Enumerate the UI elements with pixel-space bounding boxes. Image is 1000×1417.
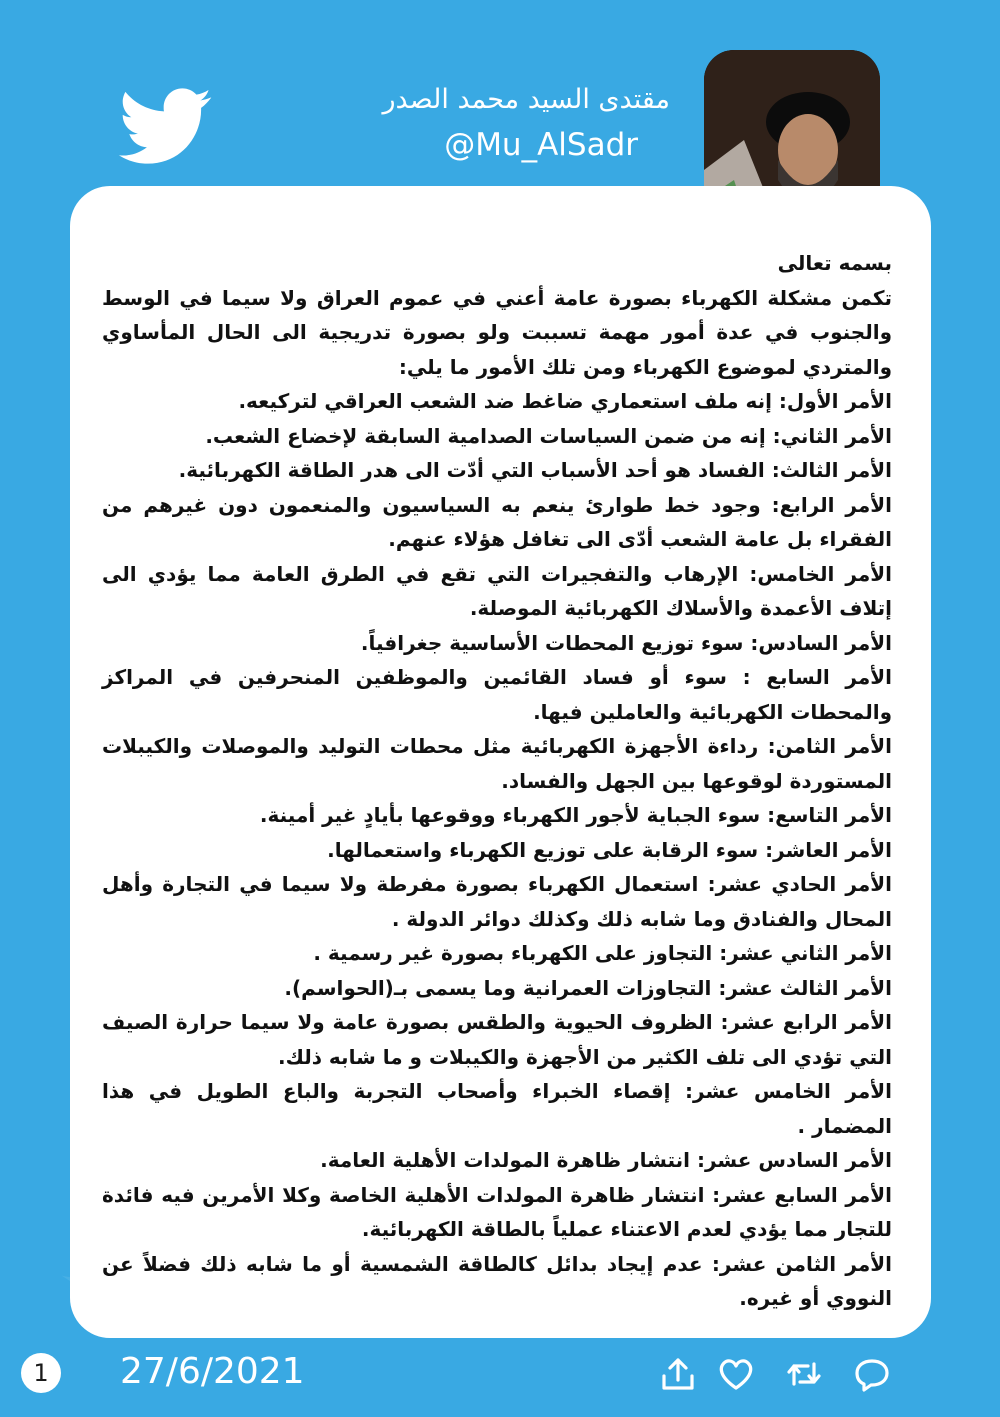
tweet-line: الأمر الرابع عشر: الظروف الحيوية والطقس بصورة عامة ولا سيما حرارة الصيف التي تؤدي الى تلف الكثير من الأجهزة والكيبلات و ما شابه ذلك. bbox=[102, 1010, 892, 1069]
page-number-badge: 1 bbox=[21, 1353, 61, 1393]
author-name[interactable]: مقتدى السيد محمد الصدر bbox=[382, 84, 670, 115]
heart-icon[interactable] bbox=[716, 1354, 756, 1394]
tweet-line: الأمر العاشر: سوء الرقابة على توزيع الكهرباء واستعمالها. bbox=[327, 837, 892, 862]
tweet-body bbox=[102, 246, 892, 1316]
tweet-line: الأمر السابع عشر: انتشار ظاهرة المولدات الأهلية الخاصة وكلا الأمرين فيه فائدة للتجار مما يؤدي لعدم الاعتناء عملياً بالطاقة الكهربائية. bbox=[102, 1182, 892, 1241]
tweet-line: الأمر الخامس عشر: إقصاء الخبراء وأصحاب التجربة والباع الطويل في هذا المضمار . bbox=[102, 1079, 892, 1138]
share-icon[interactable] bbox=[658, 1354, 698, 1394]
retweet-icon[interactable] bbox=[784, 1354, 824, 1394]
tweet-line: الأمر الأول: إنه ملف استعماري ضاغط ضد الشعب العراقي لتركيعه. bbox=[238, 389, 892, 413]
tweet-line: الأمر الثامن: رداءة الأجهزة الكهربائية مثل محطات التوليد والموصلات والكيبلات المستوردة لوقوعها بين الجهل والفساد. bbox=[102, 734, 892, 793]
author-handle[interactable]: @Mu_AlSadr bbox=[444, 127, 638, 163]
tweet-date: 27/6/2021 bbox=[120, 1351, 305, 1392]
tweet-line: الأمر السابع : سوء أو فساد القائمين والموظفين المنحرفين في المراكز والمحطات الكهربائية والعاملين فيها. bbox=[102, 665, 892, 724]
tweet-line: الأمر الثاني عشر: التجاوز على الكهرباء بصورة غير رسمية . bbox=[313, 941, 892, 965]
tweet-line: تكمن مشكلة الكهرباء بصورة عامة أعني في عموم العراق ولا سيما في الوسط والجنوب في عدة أمور مهمة تسببت ولو بصورة تدريجية الى الحال المأساوي والمتردي لموضوع الكهرباء ومن تلك الأمور ما يلي: bbox=[102, 285, 892, 379]
tweet-line: بسمه تعالى bbox=[777, 251, 892, 275]
tweet-line: الأمر السادس: سوء توزيع المحطات الأساسية جغرافياً. bbox=[360, 630, 892, 655]
tweet-line: الأمر الثالث: الفساد هو أحد الأسباب التي أدّت الى هدر الطاقة الكهربائية. bbox=[178, 458, 892, 482]
tweet-line: الأمر الحادي عشر: استعمال الكهرباء بصورة مفرطة ولا سيما في التجارة وأهل المحال والفنادق وما شابه ذلك وكذلك دوائر الدولة . bbox=[102, 872, 892, 931]
tweet-line: الأمر السادس عشر: انتشار ظاهرة المولدات الأهلية العامة. bbox=[320, 1148, 892, 1172]
tweet-card bbox=[70, 186, 931, 1338]
twitter-bird-icon bbox=[118, 88, 214, 166]
tweet-line: الأمر الثامن عشر: عدم إيجاد بدائل كالطاقة الشمسية أو ما شابه ذلك فضلاً عن النووي أو غيره. bbox=[102, 1251, 892, 1310]
tweet-line: الأمر الثالث عشر: التجاوزات العمرانية وما يسمى بـ(الحواسم). bbox=[284, 975, 892, 1000]
tweet-line: الأمر التاسع: سوء الجباية لأجور الكهرباء ووقوعها بأيادٍ غير أمينة. bbox=[259, 803, 892, 827]
tweet-line: الأمر الرابع: وجود خط طوارئ ينعم به السياسيون والمنعمون دون غيرهم من الفقراء بل عامة الشعب أدّى الى تغافل هؤلاء عنهم. bbox=[102, 492, 892, 551]
tweet-line: الأمر الخامس: الإرهاب والتفجيرات التي تقع في الطرق العامة مما يؤدي الى إتلاف الأعمدة والأسلاك الكهربائية الموصلة. bbox=[102, 561, 892, 620]
tweet-line: الأمر الثاني: إنه من ضمن السياسات الصدامية السابقة لإخضاع الشعب. bbox=[205, 423, 892, 448]
reply-icon[interactable] bbox=[852, 1354, 892, 1394]
